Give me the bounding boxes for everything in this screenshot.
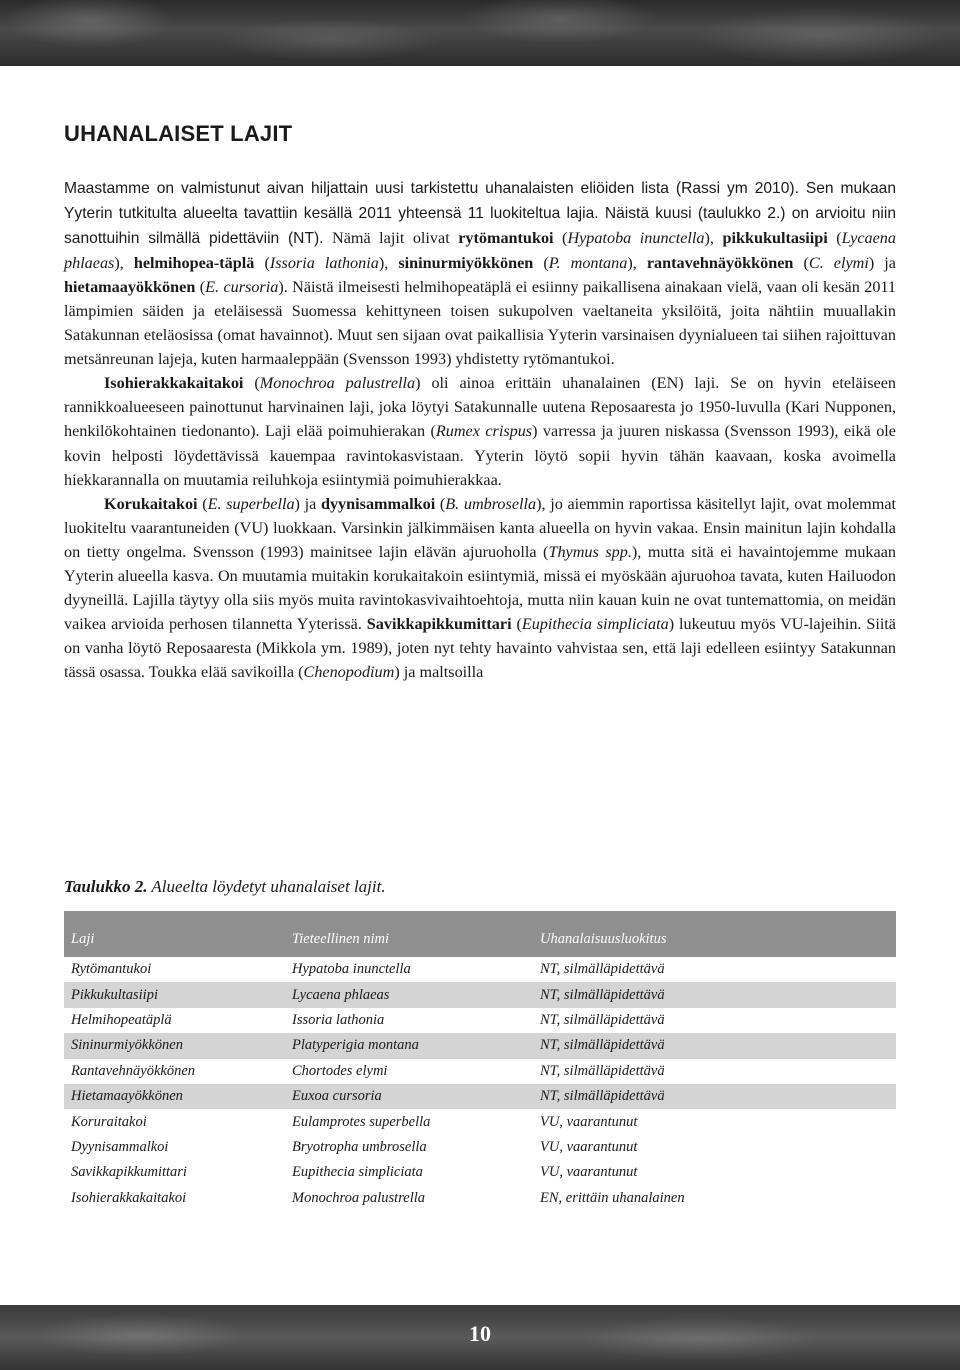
species-name: Isohierakkakaitakoi: [104, 374, 244, 393]
species-sci: Hypatoba inunctella: [567, 229, 705, 248]
p1-text: Nämä lajit olivat: [323, 229, 459, 248]
table-row: [64, 1008, 896, 1033]
cell-species: Rantavehnäyökkönen: [71, 1062, 196, 1079]
table-row: [64, 1033, 896, 1058]
species-name: dyynisammalkoi: [320, 494, 436, 513]
cell-scientific: Issoria lathonia: [292, 1011, 385, 1028]
plant-sci: Rumex crispus: [435, 422, 533, 441]
table-row: [64, 1135, 896, 1160]
species-sci: E. cursoria: [205, 278, 279, 297]
cell-status: NT, silmälläpidettävä: [540, 1062, 665, 1079]
p3-text: ), mutta sitä ei havaintojemme mukaan Yyterin alueella kasva. On muutamia muitakin korukaitakoin esiintymiä, missä ei myöskään ajuruohoa tavata, kuten Hailuodon dyyneillä. Lajilla täytyy olla siis myös muita ravintokasvivaihtoehtoja, mutta niin kauan kuin ne ovat tuntemattomia, on meidän vaikea arvioida perhosen tilannetta Yyterissä.: [64, 542, 896, 633]
species-name: helmihopea-täplä: [133, 254, 255, 273]
species-name: rantavehnäyökkönen: [646, 254, 794, 273]
header-stone-banner: [0, 0, 960, 66]
table-header-row: [64, 911, 896, 957]
species-sci: C. elymi: [808, 254, 869, 273]
cell-scientific: Hypatoba inunctella: [292, 961, 411, 978]
header-scientific-name: Tieteellinen nimi: [285, 911, 533, 957]
paragraph-3: Korukaitakoi (E. superbella) ja dyynisammalkoi (B. umbrosella), jo aiemmin raportissa käsitellyt lajit, ovat molemmat luokiteltu vaarantuneiden (VU) luokkaan. Varsinkin jälkimmäisen kanta alueella on hyvin vakaa. Ensin mainitun lajin kohdalla on tietty ongelma. Svensson (1993) mainitsee lajin elävän ajuruoholla (Thymus spp.), mutta sitä ei havaintojemme mukaan Yyterin alueella kasva. On muutamia muitakin korukaitakoin esiintymiä, missä ei myöskään ajuruohoa tavata, kuten Hailuodon dyyneillä. Lajilla täytyy olla siis myös muita ravintokasvivaihtoehtoja, mutta niin kauan kuin ne ovat tuntemattomia, on meidän vaikea arvioida perhosen tilannetta Yyterissä. Savikkapikkumittari (Eupithecia simpliciata) lukeutuu myös VU-lajeihin. Siitä on vanha löytö Reposaaresta (Mikkola ym. 1989), joten nyt tehty havainto vahvistaa sen, että laji edelleen esiintyy Satakunnan tässä osassa. Toukka elää savikoilla (Chenopodium) ja maltsoilla: [64, 494, 897, 681]
cell-species: Rytömantukoi: [71, 961, 152, 978]
cell-species: Dyynisammalkoi: [71, 1138, 169, 1155]
cell-scientific: Monochroa palustrella: [292, 1189, 426, 1206]
cell-species: Koruraitakoi: [71, 1113, 147, 1130]
species-sci: Eupithecia simpliciata: [521, 614, 669, 633]
species-name: hietamaayökkönen: [64, 278, 196, 297]
cell-status: VU, vaarantunut: [540, 1113, 638, 1130]
cell-scientific: Euxoa cursoria: [285, 1084, 533, 1109]
plant-sci: Thymus spp.: [548, 542, 632, 561]
p1-intro: Maastamme on valmistunut aivan hiljattain uusi tarkistettu uhanalaisten eliöiden lista (Rassi ym 2010). Sen mukaan Yyterin tutkitulta alueelta tavattiin kesällä 2011 yhteensä 11 luokiteltua lajia. Näistä kuusi (taulukko 2.) on arvioitu niin sanottuihin silmällä pidettäviin (NT).: [64, 180, 896, 248]
cell-species: Pikkukultasiipi: [64, 982, 285, 1007]
footer-stone-banner: [0, 1305, 960, 1370]
cell-species: Helmihopeatäplä: [71, 1011, 172, 1028]
species-name: Korukaitakoi: [104, 494, 198, 513]
paragraph-1: Maastamme on valmistunut aivan hiljattain uusi tarkistettu uhanalaisten eliöiden lista (Rassi ym 2010). Sen mukaan Yyterin tutkitulta alueelta tavattiin kesällä 2011 yhteensä 11 luokiteltua lajia. Näistä kuusi (taulukko 2.) on arvioitu niin sanottuihin silmällä pidettäviin (NT). Nämä lajit olivat rytömantukoi (Hypatoba inunctella), pikkukultasiipi (Lycaena phlaeas), helmihopea-täplä (Issoria lathonia), sininurmiyökkönen (P. montana), rantavehnäyökkönen (C. elymi) ja hietamaayökkönen (E. cursoria). Näistä ilmeisesti helmihopeatäplä ei esiinny paikallisena ainakaan vielä, vaan oli kesän 2011 lämpimien säiden ja eteläisessä Suomessa kehittyneen toisen sukupolven vaeltaneita yksilöitä, joita nähtiin muuallakin Satakunnan eteläosissa (omat havainnot). Muut sen sijaan ovat paikallisia Yyterin varsinaisen dyynialueen tai siihen rajoittuvan metsänreunan lajeja, kuten harmaaleppään (Svensson 1993) yhdistetty rytömantukoi.: [64, 180, 896, 369]
species-name: rytömantukoi: [458, 229, 554, 248]
header-species: Laji: [64, 911, 285, 957]
species-sci: E. superbella: [207, 494, 295, 513]
species-sci: Lycaena phlaeas: [64, 229, 896, 273]
species-sci: B. umbrosella: [445, 494, 537, 513]
cell-scientific: Eupithecia simpliciata: [292, 1164, 423, 1181]
cell-scientific: Bryotropha umbrosella: [292, 1138, 427, 1155]
cell-status: NT, silmälläpidettävä: [540, 961, 665, 978]
species-sci: P. montana: [548, 254, 628, 273]
page-number: 10: [469, 1321, 491, 1346]
species-sci: Issoria lathonia: [269, 254, 379, 273]
table-row: [64, 1160, 896, 1185]
p1-text: Näistä ilmeisesti helmihopeatäplä ei esiinny paikallisena ainakaan vielä, vaan oli kesän 2011 lämpimien säiden ja eteläisessä Suomessa kehittyneen toisen sukupolven vaeltaneita yksilöitä, joita nähtiin muuallakin Satakunnan eteläosissa (omat havainnot). Muut sen sijaan ovat paikallisia Yyterin varsinaisen dyynialueen tai siihen rajoittuvan metsänreunan lajeja, kuten harmaaleppään (Svensson 1993) yhdistetty rytömantukoi.: [64, 278, 896, 369]
page-title: UHANALAISET LAJIT: [64, 121, 293, 146]
cell-species: Sininurmiyökkönen: [64, 1033, 285, 1058]
table-row: [64, 1186, 896, 1211]
paragraph-2: Isohierakkakaitakoi (Monochroa palustrella) oli ainoa erittäin uhanalainen (EN) laji. Se on hyvin eteläiseen rannikkoalueeseen painottunut harvinainen laji, joka löytyi Satakunnalle uutena Reposaaresta jo 1950-luvulla (Kari Nupponen, henkilökohtainen tiedonanto). Laji elää poimuhierakan (Rumex crispus) varressa ja juuren niskassa (Svensson 1993), eikä ole kovin helposti löydettävissä kauempaa ravintokasvistaan. Yyterin löytö sopii hyvin tähän kaavaan, koska avoimella hiekkarannalla on muutamia reiluhkoja esiintymiä poimuhierakkaa.: [64, 374, 896, 489]
cell-scientific: Platyperigia montana: [285, 1033, 533, 1058]
cell-status: NT, silmälläpidettävä: [533, 982, 896, 1007]
table-row: [64, 1084, 896, 1109]
cell-scientific: Chortodes elymi: [292, 1062, 388, 1079]
p2-text: ) varressa ja juuren niskassa (Svensson 1993), eikä ole kovin helposti löydettävissä kauempaa ravintokasvistaan. Yyterin löytö sopii hyvin tähän kaavaan, koska avoimella hiekkarannalla on muutamia reiluhkoja esiintymiä poimuhierakkaa.: [64, 422, 896, 489]
p3-text: lukeutuu myös VU-lajeihin. Siitä on vanha löytö Reposaaresta (Mikkola ym. 1989), joten nyt tehty havainto vahvistaa sen, että laji edelleen esiintyy Satakunnan tässä osassa. Toukka elää savikoilla (: [64, 614, 896, 681]
article-body: [64, 176, 896, 684]
cell-status: VU, vaarantunut: [540, 1138, 638, 1155]
cell-status: NT, silmälläpidettävä: [533, 1084, 896, 1109]
table-caption: [64, 877, 386, 897]
cell-species: Hietamaayökkönen: [64, 1084, 285, 1109]
cell-status: NT, silmälläpidettävä: [540, 1011, 665, 1028]
caption-text: Alueelta löydetyt uhanalaiset lajit.: [147, 877, 386, 896]
p3-text: ) ja maltsoilla: [394, 662, 484, 681]
table-row: [64, 1109, 896, 1134]
p3-text: , jo aiemmin raportissa käsitellyt lajit, ovat molemmat luokiteltu vaarantuneiden (VU) luokkaan. Varsinkin jälkimmäisen kanta alueella on hyvin vakaa. Ensin mainitun lajin kohdalla on tietty ongelma. Svensson (1993) mainitsee lajin elävän ajuruoholla (: [64, 494, 897, 561]
species-table: [64, 911, 896, 1211]
cell-status: EN, erittäin uhanalainen: [540, 1189, 685, 1206]
caption-label: Taulukko 2.: [64, 877, 148, 896]
cell-species: Isohierakkakaitakoi: [71, 1189, 187, 1206]
species-sci: Monochroa palustrella: [259, 374, 416, 393]
table-row: [64, 1059, 896, 1084]
cell-status: NT, silmälläpidettävä: [533, 1033, 896, 1058]
cell-scientific: Eulamprotes superbella: [292, 1113, 431, 1130]
species-name: pikkukultasiipi: [722, 229, 828, 248]
species-name: Savikkapikkumittari: [366, 614, 512, 633]
cell-scientific: Lycaena phlaeas: [285, 982, 533, 1007]
cell-species: Savikkapikkumittari: [71, 1164, 187, 1181]
cell-status: VU, vaarantunut: [540, 1164, 638, 1181]
p2-text: oli ainoa erittäin uhanalainen (EN) laji. Se on hyvin eteläiseen rannikkoalueeseen painottunut harvinainen laji, joka löytyi Satakunnalle uutena Reposaaresta jo 1950-luvulla (Kari Nupponen, henkilökohtainen tiedonanto). Laji elää poimuhierakan (: [64, 374, 896, 441]
plant-sci: Chenopodium: [303, 662, 395, 681]
header-status: Uhanalaisuusluokitus: [533, 911, 896, 957]
table-row: [64, 957, 896, 982]
table-row: [64, 982, 896, 1007]
species-name: sininurmiyökkönen: [398, 254, 534, 273]
